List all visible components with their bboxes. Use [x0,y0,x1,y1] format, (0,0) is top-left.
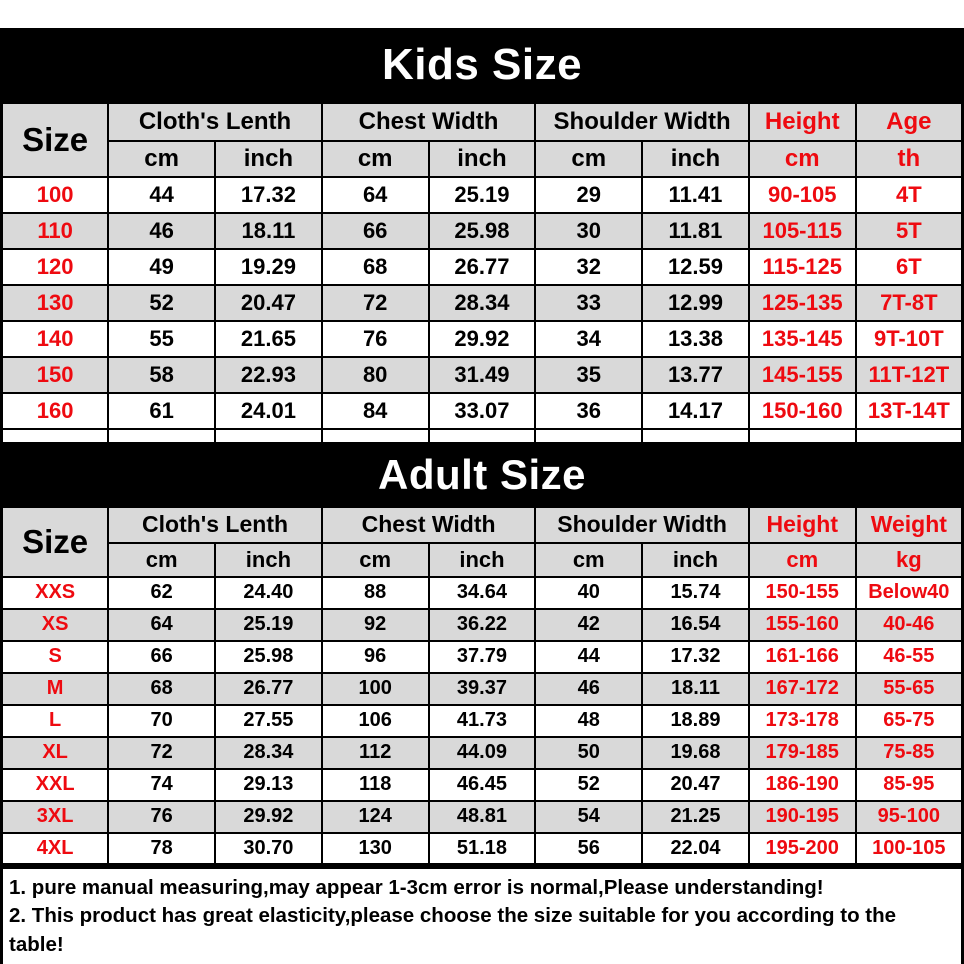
kids_table-cell-100-3: 64 [322,177,429,213]
kids_table-cell-140-7: 135-145 [749,321,856,357]
adult_table-row-XS [2,609,963,641]
kids_table-spacer-cell-2 [215,429,322,444]
adult_table-unit-0: cm [108,543,215,577]
adult_table-cell-S-5: 44 [535,641,642,673]
adult_table-cell-3XL-6: 21.25 [642,801,749,833]
adult_table-cell-L-5: 48 [535,705,642,737]
note-line-2: 2. This product has great elasticity,please choose the size suitable for you according to the table! [9,904,897,956]
kids_table-cell-150-6: 13.77 [642,357,749,393]
kids_table-spacer-cell-4 [429,429,536,444]
kids_table-cell-120-8: 6T [856,249,963,285]
adult_table-size-cell-S: S [2,641,109,673]
kids_table-col-header-group-2: Shoulder Width [535,103,749,141]
kids_table-cell-150-4: 31.49 [429,357,536,393]
adult_table-cell-L-6: 18.89 [642,705,749,737]
adult_table-cell-XXL-1: 74 [108,769,215,801]
kids_table-cell-130-6: 12.99 [642,285,749,321]
adult_table-cell-4XL-5: 56 [535,833,642,865]
adult_table-cell-XXL-4: 46.45 [429,769,536,801]
adult_table-cell-M-7: 167-172 [749,673,856,705]
adult_table-row-XXS [2,577,963,609]
kids_table-unit-1: inch [215,141,322,177]
adult_table-row-3XL [2,801,963,833]
kids_table-row-150 [2,357,963,393]
kids_table-cell-100-6: 11.41 [642,177,749,213]
kids_table-cell-140-1: 55 [108,321,215,357]
kids_table-cell-120-1: 49 [108,249,215,285]
adult_table-cell-M-8: 55-65 [856,673,963,705]
kids_table-row-120 [2,249,963,285]
kids_table-cell-130-3: 72 [322,285,429,321]
adult_table-cell-4XL-7: 195-200 [749,833,856,865]
kids_table-cell-160-8: 13T-14T [856,393,963,429]
kids_table-cell-110-5: 30 [535,213,642,249]
kids_table-cell-160-5: 36 [535,393,642,429]
kids_table-spacer-cell-6 [642,429,749,444]
kids_table-unit-last: th [856,141,963,177]
adult_table-cell-XL-1: 72 [108,737,215,769]
kids_table-cell-120-2: 19.29 [215,249,322,285]
adult_table-cell-XXS-4: 34.64 [429,577,536,609]
adult_table-cell-3XL-5: 54 [535,801,642,833]
adult_table-cell-XS-7: 155-160 [749,609,856,641]
adult_table-cell-XXS-7: 150-155 [749,577,856,609]
adult_table-col-header-group-0: Cloth's Lenth [108,507,322,543]
adult_table-cell-XXL-3: 118 [322,769,429,801]
adult_table-cell-XS-1: 64 [108,609,215,641]
adult_table-cell-XXS-3: 88 [322,577,429,609]
adult_table-cell-M-6: 18.11 [642,673,749,705]
adult_table-cell-S-2: 25.98 [215,641,322,673]
kids_table-size-cell-130: 130 [2,285,109,321]
adult_table-cell-S-1: 66 [108,641,215,673]
adult_table-cell-4XL-4: 51.18 [429,833,536,865]
adult_table-cell-S-8: 46-55 [856,641,963,673]
kids_table-unit-4: cm [535,141,642,177]
kids_table-size-cell-140: 140 [2,321,109,357]
kids_table-cell-150-5: 35 [535,357,642,393]
kids_table-cell-150-7: 145-155 [749,357,856,393]
kids_table-cell-130-8: 7T-8T [856,285,963,321]
adult_table-unit-5: inch [642,543,749,577]
adult_table-cell-L-7: 173-178 [749,705,856,737]
kids_table-cell-100-8: 4T [856,177,963,213]
kids_table-cell-160-3: 84 [322,393,429,429]
adult_table-size-cell-L: L [2,705,109,737]
adult_table-cell-M-3: 100 [322,673,429,705]
kids_table-row-160 [2,393,963,429]
adult_table-cell-XXL-8: 85-95 [856,769,963,801]
kids_table-cell-110-7: 105-115 [749,213,856,249]
adult_table-cell-4XL-8: 100-105 [856,833,963,865]
adult_table-size-cell-4XL: 4XL [2,833,109,865]
kids_table-header-row-1 [2,103,963,141]
kids_table-col-header-height: Height [749,103,856,141]
adult_table-size-cell-XL: XL [2,737,109,769]
adult_table-cell-XS-5: 42 [535,609,642,641]
kids_table-cell-160-1: 61 [108,393,215,429]
adult_table-cell-4XL-3: 130 [322,833,429,865]
adult_table-cell-XS-2: 25.19 [215,609,322,641]
note-line-1: 1. pure manual measuring,may appear 1-3cm error is normal,Please understanding! [9,876,824,899]
adult_table-cell-L-8: 65-75 [856,705,963,737]
adult_table-cell-XXS-1: 62 [108,577,215,609]
adult_table-size-cell-3XL: 3XL [2,801,109,833]
kids_table-cell-110-4: 25.98 [429,213,536,249]
kids_table-col-header-group-1: Chest Width [322,103,536,141]
adult_table-cell-XS-8: 40-46 [856,609,963,641]
kids_table-col-header-group-0: Cloth's Lenth [108,103,322,141]
adult_table-col-header-group-2: Shoulder Width [535,507,749,543]
adult_table-unit-2: cm [322,543,429,577]
adult_table-cell-XS-4: 36.22 [429,609,536,641]
kids_table-cell-130-7: 125-135 [749,285,856,321]
adult_table-cell-L-1: 70 [108,705,215,737]
kids_table-cell-130-1: 52 [108,285,215,321]
kids_table-cell-110-3: 66 [322,213,429,249]
kids_table-spacer-cell-5 [535,429,642,444]
adult_table-cell-L-3: 106 [322,705,429,737]
adult_table-cell-4XL-2: 30.70 [215,833,322,865]
adult_table-cell-M-2: 26.77 [215,673,322,705]
kids_table-spacer-cell-8 [856,429,963,444]
kids_table-cell-100-5: 29 [535,177,642,213]
adult_table-size-cell-XXS: XXS [2,577,109,609]
notes-box [0,866,964,964]
kids_table-cell-110-8: 5T [856,213,963,249]
kids_table-cell-150-2: 22.93 [215,357,322,393]
kids_table-cell-130-4: 28.34 [429,285,536,321]
adult_table-unit-1: inch [215,543,322,577]
kids_table-spacer-row [2,429,963,444]
kids_table-cell-120-5: 32 [535,249,642,285]
adult_table-cell-S-7: 161-166 [749,641,856,673]
kids_table-cell-130-5: 33 [535,285,642,321]
adult_table-cell-3XL-8: 95-100 [856,801,963,833]
adult_table-size-cell-XS: XS [2,609,109,641]
adult_table-cell-L-2: 27.55 [215,705,322,737]
adult_table-cell-3XL-3: 124 [322,801,429,833]
adult_table-cell-4XL-1: 78 [108,833,215,865]
adult_table-row-M [2,673,963,705]
adult_table-col-header-size: Size [2,507,109,577]
kids_table-cell-150-3: 80 [322,357,429,393]
adult_table-cell-XL-2: 28.34 [215,737,322,769]
kids_table-spacer-cell-1 [108,429,215,444]
adult_table-cell-3XL-2: 29.92 [215,801,322,833]
adult_table-cell-XL-8: 75-85 [856,737,963,769]
kids_table-header-row-2 [2,141,963,177]
adult_table-cell-XXL-5: 52 [535,769,642,801]
kids_table-cell-140-5: 34 [535,321,642,357]
adult_table-cell-XXS-8: Below40 [856,577,963,609]
kids_table-col-header-last: Age [856,103,963,141]
kids_table-cell-140-8: 9T-10T [856,321,963,357]
adult_table-unit-last: kg [856,543,963,577]
kids_table-unit-0: cm [108,141,215,177]
top-margin [0,0,964,28]
adult-size-table [0,505,964,866]
adult_table-cell-XXS-2: 24.40 [215,577,322,609]
kids_table-unit-5: inch [642,141,749,177]
adult_table-cell-XXS-6: 15.74 [642,577,749,609]
kids_table-size-cell-100: 100 [2,177,109,213]
adult_table-header-row-1 [2,507,963,543]
kids_table-size-cell-150: 150 [2,357,109,393]
kids_table-cell-110-6: 11.81 [642,213,749,249]
kids_table-cell-160-7: 150-160 [749,393,856,429]
adult_table-cell-XXL-6: 20.47 [642,769,749,801]
adult_table-cell-S-3: 96 [322,641,429,673]
kids_table-row-110 [2,213,963,249]
adult_table-row-4XL [2,833,963,865]
kids_table-unit-height: cm [749,141,856,177]
kids_table-row-130 [2,285,963,321]
kids_table-cell-150-1: 58 [108,357,215,393]
adult_table-cell-XL-4: 44.09 [429,737,536,769]
kids_table-spacer-cell-7 [749,429,856,444]
adult_table-cell-XL-7: 179-185 [749,737,856,769]
adult_table-cell-4XL-6: 22.04 [642,833,749,865]
adult_table-cell-3XL-4: 48.81 [429,801,536,833]
kids_table-cell-120-7: 115-125 [749,249,856,285]
adult_table-header-row-2 [2,543,963,577]
kids_table-spacer-cell-3 [322,429,429,444]
adult_table-cell-S-4: 37.79 [429,641,536,673]
kids_table-row-140 [2,321,963,357]
adult_table-cell-3XL-1: 76 [108,801,215,833]
kids_table-cell-130-2: 20.47 [215,285,322,321]
adult_table-cell-3XL-7: 190-195 [749,801,856,833]
kids_table-col-header-size: Size [2,103,109,177]
kids_table-cell-140-2: 21.65 [215,321,322,357]
adult_table-cell-XS-6: 16.54 [642,609,749,641]
adult_table-row-L [2,705,963,737]
adult-section-banner [0,445,964,505]
adult_table-cell-M-1: 68 [108,673,215,705]
adult_table-cell-XL-5: 50 [535,737,642,769]
kids_table-cell-160-4: 33.07 [429,393,536,429]
adult_table-cell-XS-3: 92 [322,609,429,641]
adult_table-cell-XXS-5: 40 [535,577,642,609]
kids_table-cell-100-7: 90-105 [749,177,856,213]
kids_table-cell-100-4: 25.19 [429,177,536,213]
kids_table-cell-120-3: 68 [322,249,429,285]
adult_table-cell-XL-6: 19.68 [642,737,749,769]
kids_table-cell-150-8: 11T-12T [856,357,963,393]
kids_table-cell-140-6: 13.38 [642,321,749,357]
adult_table-unit-height: cm [749,543,856,577]
adult_table-unit-4: cm [535,543,642,577]
kids_table-cell-120-4: 26.77 [429,249,536,285]
kids-section-banner [0,28,964,101]
kids-section-title: Kids Size [381,39,583,89]
adult_table-cell-XXL-7: 186-190 [749,769,856,801]
adult_table-cell-S-6: 17.32 [642,641,749,673]
adult_table-unit-3: inch [429,543,536,577]
kids_table-size-cell-120: 120 [2,249,109,285]
kids_table-cell-160-2: 24.01 [215,393,322,429]
kids_table-cell-110-2: 18.11 [215,213,322,249]
adult_table-row-XXL [2,769,963,801]
adult_table-cell-L-4: 41.73 [429,705,536,737]
adult_table-size-cell-XXL: XXL [2,769,109,801]
adult_table-size-cell-M: M [2,673,109,705]
kids_table-size-cell-110: 110 [2,213,109,249]
adult_table-cell-XL-3: 112 [322,737,429,769]
kids-size-table [0,101,964,445]
adult_table-col-header-last: Weight [856,507,963,543]
kids_table-cell-140-3: 76 [322,321,429,357]
kids_table-unit-3: inch [429,141,536,177]
adult_table-cell-XXL-2: 29.13 [215,769,322,801]
kids_table-cell-100-1: 44 [108,177,215,213]
kids_table-size-cell-160: 160 [2,393,109,429]
adult_table-cell-M-5: 46 [535,673,642,705]
adult_table-col-header-group-1: Chest Width [322,507,536,543]
adult_table-row-XL [2,737,963,769]
kids_table-cell-100-2: 17.32 [215,177,322,213]
adult_table-col-header-height: Height [749,507,856,543]
adult-section-title: Adult Size [377,451,586,498]
kids_table-cell-160-6: 14.17 [642,393,749,429]
adult_table-cell-M-4: 39.37 [429,673,536,705]
kids_table-cell-110-1: 46 [108,213,215,249]
adult_table-row-S [2,641,963,673]
kids_table-spacer-cell-0 [2,429,109,444]
kids_table-row-100 [2,177,963,213]
kids_table-cell-140-4: 29.92 [429,321,536,357]
kids_table-unit-2: cm [322,141,429,177]
kids_table-cell-120-6: 12.59 [642,249,749,285]
